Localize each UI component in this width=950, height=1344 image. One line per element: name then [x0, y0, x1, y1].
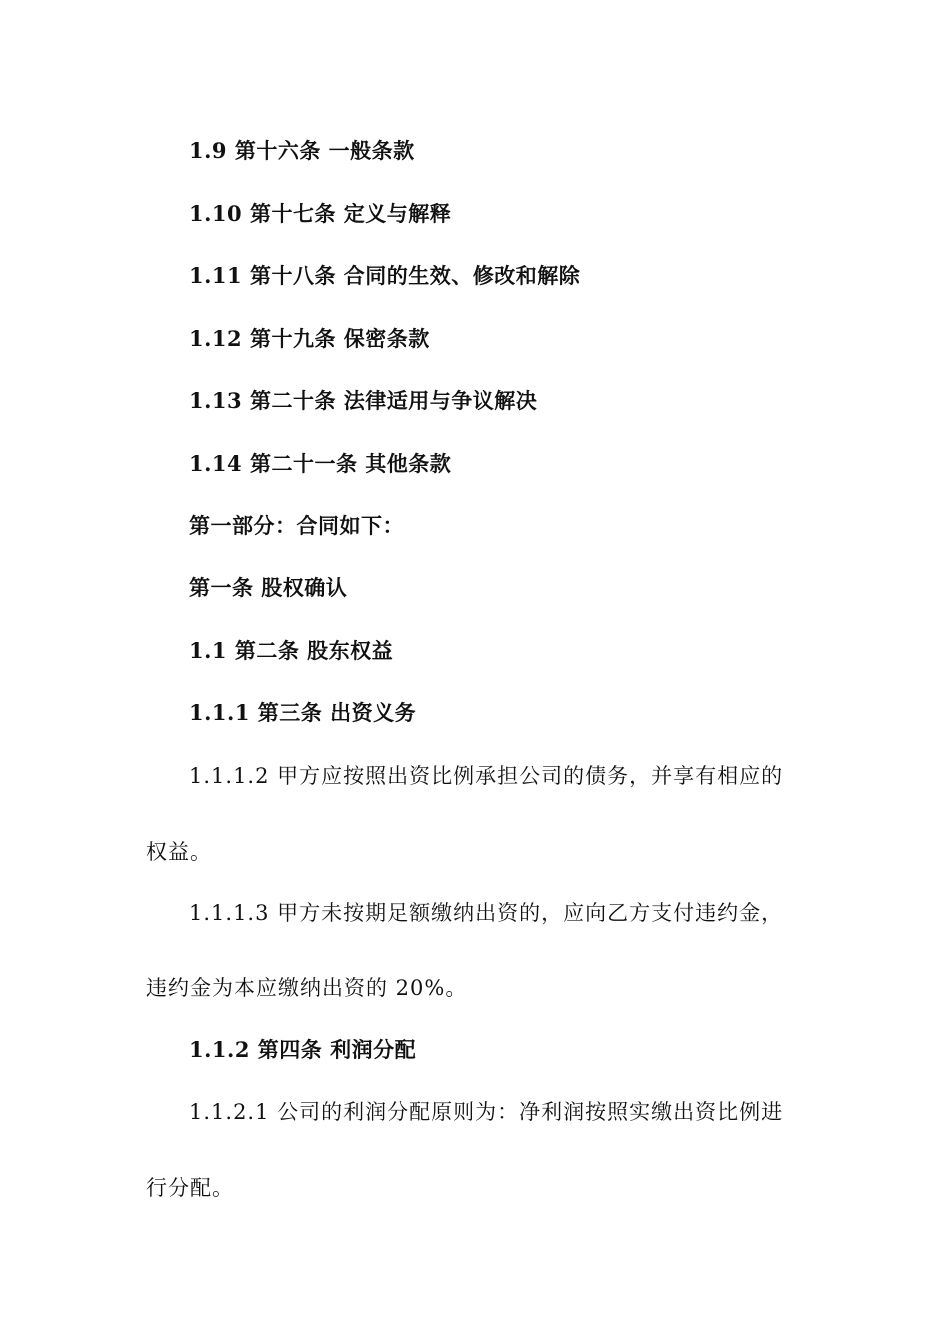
part-heading: 第一部分：合同如下：	[189, 513, 404, 538]
clause-1-1-1-3-line2: 违约金为本应缴纳出资的 20%。	[146, 976, 468, 1000]
section-1-1-1-heading: 1.1.1 第三条 出资义务	[189, 700, 417, 725]
clause-1-1-1-2-line2: 权益。	[146, 840, 212, 864]
clause-1-1-1-2-line1: 1.1.1.2 甲方应按照出资比例承担公司的债务，并享有相应的	[189, 764, 784, 788]
toc-item-1-9: 1.9 第十六条 一般条款	[189, 138, 415, 163]
toc-item-1-13: 1.13 第二十条 法律适用与争议解决	[189, 388, 538, 413]
clause-1-1-2-1-line2: 行分配。	[146, 1176, 234, 1200]
article-1-heading: 第一条 股权确认	[189, 575, 348, 600]
section-1-1-heading: 1.1 第二条 股东权益	[189, 638, 394, 663]
toc-item-1-11: 1.11 第十八条 合同的生效、修改和解除	[189, 263, 581, 288]
toc-item-1-12: 1.12 第十九条 保密条款	[189, 326, 430, 351]
clause-1-1-1-3-line1: 1.1.1.3 甲方未按期足额缴纳出资的，应向乙方支付违约金，	[189, 901, 784, 925]
toc-item-1-14: 1.14 第二十一条 其他条款	[189, 451, 452, 476]
toc-item-1-10: 1.10 第十七条 定义与解释	[189, 201, 452, 226]
clause-1-1-2-1-line1: 1.1.2.1 公司的利润分配原则为：净利润按照实缴出资比例进	[189, 1100, 784, 1124]
section-1-1-2-heading: 1.1.2 第四条 利润分配	[189, 1037, 417, 1062]
